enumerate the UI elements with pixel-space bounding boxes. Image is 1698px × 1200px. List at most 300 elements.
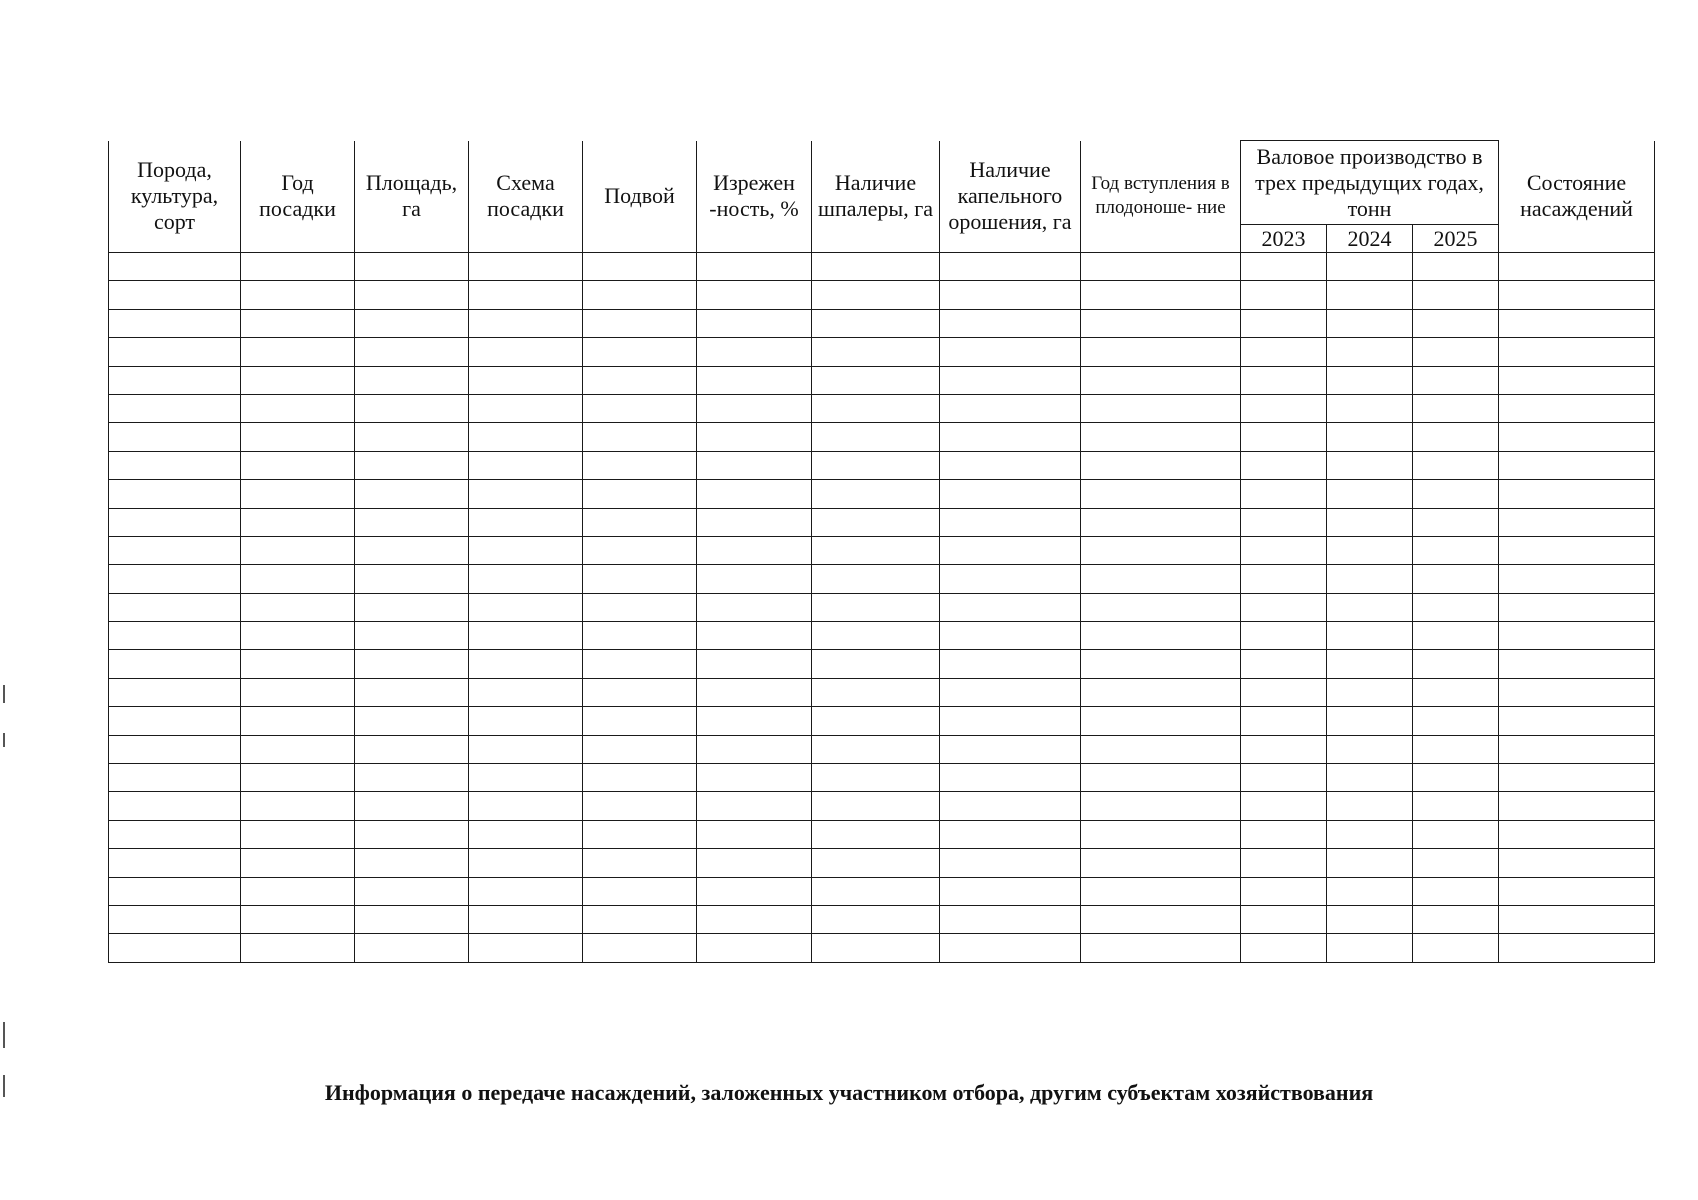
table-cell[interactable] xyxy=(940,792,1081,820)
table-cell[interactable] xyxy=(940,707,1081,735)
table-cell[interactable] xyxy=(1081,792,1241,820)
table-cell[interactable] xyxy=(1241,792,1327,820)
table-cell[interactable] xyxy=(241,338,355,366)
table-cell[interactable] xyxy=(812,253,940,281)
table-cell[interactable] xyxy=(1413,622,1499,650)
table-cell[interactable] xyxy=(583,707,697,735)
table-cell[interactable] xyxy=(1327,877,1413,905)
table-cell[interactable] xyxy=(1241,281,1327,309)
table-cell[interactable] xyxy=(1499,678,1655,706)
table-cell[interactable] xyxy=(109,565,241,593)
table-cell[interactable] xyxy=(697,423,812,451)
table-cell[interactable] xyxy=(1499,622,1655,650)
table-cell[interactable] xyxy=(697,366,812,394)
table-cell[interactable] xyxy=(1241,309,1327,337)
table-cell[interactable] xyxy=(355,253,469,281)
table-cell[interactable] xyxy=(241,451,355,479)
table-cell[interactable] xyxy=(1327,565,1413,593)
table-cell[interactable] xyxy=(1327,281,1413,309)
table-cell[interactable] xyxy=(469,678,583,706)
table-cell[interactable] xyxy=(940,565,1081,593)
table-cell[interactable] xyxy=(241,792,355,820)
table-cell[interactable] xyxy=(469,565,583,593)
table-cell[interactable] xyxy=(355,423,469,451)
table-cell[interactable] xyxy=(469,508,583,536)
table-cell[interactable] xyxy=(109,849,241,877)
table-cell[interactable] xyxy=(1241,622,1327,650)
table-cell[interactable] xyxy=(1413,593,1499,621)
table-cell[interactable] xyxy=(355,451,469,479)
table-cell[interactable] xyxy=(1241,820,1327,848)
table-cell[interactable] xyxy=(241,707,355,735)
table-cell[interactable] xyxy=(1413,678,1499,706)
table-cell[interactable] xyxy=(940,394,1081,422)
table-cell[interactable] xyxy=(1081,508,1241,536)
table-cell[interactable] xyxy=(109,536,241,564)
table-cell[interactable] xyxy=(1241,394,1327,422)
table-cell[interactable] xyxy=(583,394,697,422)
table-cell[interactable] xyxy=(109,934,241,962)
table-cell[interactable] xyxy=(1499,394,1655,422)
table-cell[interactable] xyxy=(1081,536,1241,564)
table-cell[interactable] xyxy=(241,253,355,281)
table-cell[interactable] xyxy=(1413,480,1499,508)
table-cell[interactable] xyxy=(697,309,812,337)
table-cell[interactable] xyxy=(1081,338,1241,366)
table-cell[interactable] xyxy=(109,735,241,763)
table-cell[interactable] xyxy=(1413,423,1499,451)
table-cell[interactable] xyxy=(1241,764,1327,792)
table-cell[interactable] xyxy=(469,764,583,792)
table-cell[interactable] xyxy=(697,849,812,877)
table-cell[interactable] xyxy=(1413,820,1499,848)
table-cell[interactable] xyxy=(940,309,1081,337)
table-cell[interactable] xyxy=(697,622,812,650)
table-cell[interactable] xyxy=(109,309,241,337)
table-cell[interactable] xyxy=(109,394,241,422)
table-cell[interactable] xyxy=(241,678,355,706)
table-cell[interactable] xyxy=(109,622,241,650)
table-cell[interactable] xyxy=(812,707,940,735)
table-cell[interactable] xyxy=(1241,366,1327,394)
table-cell[interactable] xyxy=(1081,735,1241,763)
table-cell[interactable] xyxy=(109,281,241,309)
table-cell[interactable] xyxy=(1327,735,1413,763)
table-cell[interactable] xyxy=(355,394,469,422)
table-cell[interactable] xyxy=(1499,508,1655,536)
table-cell[interactable] xyxy=(241,877,355,905)
table-cell[interactable] xyxy=(1241,877,1327,905)
table-cell[interactable] xyxy=(109,593,241,621)
table-cell[interactable] xyxy=(812,338,940,366)
table-cell[interactable] xyxy=(355,820,469,848)
table-cell[interactable] xyxy=(697,707,812,735)
table-cell[interactable] xyxy=(940,905,1081,933)
table-cell[interactable] xyxy=(355,338,469,366)
table-cell[interactable] xyxy=(1081,366,1241,394)
table-cell[interactable] xyxy=(583,366,697,394)
table-cell[interactable] xyxy=(1081,451,1241,479)
table-cell[interactable] xyxy=(355,508,469,536)
table-cell[interactable] xyxy=(697,565,812,593)
table-cell[interactable] xyxy=(241,622,355,650)
table-cell[interactable] xyxy=(697,678,812,706)
table-cell[interactable] xyxy=(241,820,355,848)
table-cell[interactable] xyxy=(697,394,812,422)
table-cell[interactable] xyxy=(469,934,583,962)
table-cell[interactable] xyxy=(1413,394,1499,422)
table-cell[interactable] xyxy=(355,480,469,508)
table-cell[interactable] xyxy=(583,565,697,593)
table-cell[interactable] xyxy=(109,650,241,678)
table-cell[interactable] xyxy=(940,480,1081,508)
table-cell[interactable] xyxy=(1499,253,1655,281)
table-cell[interactable] xyxy=(1081,707,1241,735)
table-cell[interactable] xyxy=(1241,678,1327,706)
table-cell[interactable] xyxy=(583,678,697,706)
table-cell[interactable] xyxy=(241,309,355,337)
table-cell[interactable] xyxy=(109,253,241,281)
table-cell[interactable] xyxy=(241,764,355,792)
table-cell[interactable] xyxy=(940,764,1081,792)
table-cell[interactable] xyxy=(355,309,469,337)
table-cell[interactable] xyxy=(355,281,469,309)
table-cell[interactable] xyxy=(355,536,469,564)
table-cell[interactable] xyxy=(1241,451,1327,479)
table-cell[interactable] xyxy=(583,309,697,337)
table-cell[interactable] xyxy=(812,764,940,792)
table-cell[interactable] xyxy=(1413,366,1499,394)
table-cell[interactable] xyxy=(355,877,469,905)
table-cell[interactable] xyxy=(1327,338,1413,366)
table-cell[interactable] xyxy=(1327,792,1413,820)
table-cell[interactable] xyxy=(812,394,940,422)
table-cell[interactable] xyxy=(583,536,697,564)
table-cell[interactable] xyxy=(1241,480,1327,508)
table-cell[interactable] xyxy=(583,622,697,650)
table-cell[interactable] xyxy=(355,707,469,735)
table-cell[interactable] xyxy=(109,707,241,735)
table-cell[interactable] xyxy=(1327,423,1413,451)
table-cell[interactable] xyxy=(1413,707,1499,735)
table-cell[interactable] xyxy=(583,480,697,508)
table-cell[interactable] xyxy=(940,877,1081,905)
table-cell[interactable] xyxy=(1081,622,1241,650)
table-cell[interactable] xyxy=(697,451,812,479)
table-cell[interactable] xyxy=(812,877,940,905)
table-cell[interactable] xyxy=(940,820,1081,848)
table-cell[interactable] xyxy=(1081,877,1241,905)
table-cell[interactable] xyxy=(697,593,812,621)
table-cell[interactable] xyxy=(1499,366,1655,394)
table-cell[interactable] xyxy=(697,650,812,678)
table-cell[interactable] xyxy=(1327,451,1413,479)
table-cell[interactable] xyxy=(1327,905,1413,933)
table-cell[interactable] xyxy=(109,905,241,933)
table-cell[interactable] xyxy=(1081,849,1241,877)
table-cell[interactable] xyxy=(241,366,355,394)
table-cell[interactable] xyxy=(697,338,812,366)
table-cell[interactable] xyxy=(1327,622,1413,650)
table-cell[interactable] xyxy=(697,820,812,848)
table-cell[interactable] xyxy=(697,792,812,820)
table-cell[interactable] xyxy=(1327,593,1413,621)
table-cell[interactable] xyxy=(1413,792,1499,820)
table-cell[interactable] xyxy=(1413,877,1499,905)
table-cell[interactable] xyxy=(355,735,469,763)
table-cell[interactable] xyxy=(241,508,355,536)
table-cell[interactable] xyxy=(1241,905,1327,933)
table-cell[interactable] xyxy=(355,650,469,678)
table-cell[interactable] xyxy=(355,565,469,593)
table-cell[interactable] xyxy=(1327,650,1413,678)
table-cell[interactable] xyxy=(812,735,940,763)
table-cell[interactable] xyxy=(1327,934,1413,962)
table-cell[interactable] xyxy=(1241,650,1327,678)
table-cell[interactable] xyxy=(1327,480,1413,508)
table-cell[interactable] xyxy=(812,366,940,394)
table-cell[interactable] xyxy=(697,877,812,905)
table-cell[interactable] xyxy=(1081,764,1241,792)
table-cell[interactable] xyxy=(109,366,241,394)
table-cell[interactable] xyxy=(241,423,355,451)
table-cell[interactable] xyxy=(1499,849,1655,877)
table-cell[interactable] xyxy=(940,508,1081,536)
table-cell[interactable] xyxy=(1081,905,1241,933)
table-cell[interactable] xyxy=(1413,281,1499,309)
table-cell[interactable] xyxy=(1241,849,1327,877)
table-cell[interactable] xyxy=(697,735,812,763)
table-cell[interactable] xyxy=(469,281,583,309)
table-cell[interactable] xyxy=(1081,565,1241,593)
table-cell[interactable] xyxy=(1081,309,1241,337)
table-cell[interactable] xyxy=(1413,764,1499,792)
table-cell[interactable] xyxy=(812,565,940,593)
table-cell[interactable] xyxy=(469,451,583,479)
table-cell[interactable] xyxy=(583,508,697,536)
table-cell[interactable] xyxy=(109,423,241,451)
table-cell[interactable] xyxy=(1499,820,1655,848)
table-cell[interactable] xyxy=(1081,394,1241,422)
table-cell[interactable] xyxy=(241,281,355,309)
table-cell[interactable] xyxy=(1081,593,1241,621)
table-cell[interactable] xyxy=(355,593,469,621)
table-cell[interactable] xyxy=(109,338,241,366)
table-cell[interactable] xyxy=(1413,309,1499,337)
table-cell[interactable] xyxy=(1327,849,1413,877)
table-cell[interactable] xyxy=(812,622,940,650)
table-cell[interactable] xyxy=(1327,678,1413,706)
table-cell[interactable] xyxy=(812,849,940,877)
table-cell[interactable] xyxy=(355,934,469,962)
table-cell[interactable] xyxy=(469,480,583,508)
table-cell[interactable] xyxy=(109,764,241,792)
table-cell[interactable] xyxy=(1499,764,1655,792)
table-cell[interactable] xyxy=(1413,934,1499,962)
table-cell[interactable] xyxy=(241,536,355,564)
table-cell[interactable] xyxy=(1327,366,1413,394)
table-cell[interactable] xyxy=(583,451,697,479)
table-cell[interactable] xyxy=(469,394,583,422)
table-cell[interactable] xyxy=(1499,423,1655,451)
table-cell[interactable] xyxy=(241,934,355,962)
table-cell[interactable] xyxy=(1413,338,1499,366)
table-cell[interactable] xyxy=(1413,849,1499,877)
table-cell[interactable] xyxy=(469,536,583,564)
table-cell[interactable] xyxy=(583,849,697,877)
table-cell[interactable] xyxy=(1327,508,1413,536)
table-cell[interactable] xyxy=(1499,735,1655,763)
table-cell[interactable] xyxy=(697,905,812,933)
table-cell[interactable] xyxy=(1241,707,1327,735)
table-cell[interactable] xyxy=(812,650,940,678)
table-cell[interactable] xyxy=(1241,253,1327,281)
table-cell[interactable] xyxy=(583,934,697,962)
table-cell[interactable] xyxy=(940,849,1081,877)
table-cell[interactable] xyxy=(1499,593,1655,621)
table-cell[interactable] xyxy=(812,281,940,309)
table-cell[interactable] xyxy=(469,820,583,848)
table-cell[interactable] xyxy=(697,934,812,962)
table-cell[interactable] xyxy=(1413,253,1499,281)
table-cell[interactable] xyxy=(1081,934,1241,962)
table-cell[interactable] xyxy=(1241,735,1327,763)
table-cell[interactable] xyxy=(583,253,697,281)
table-cell[interactable] xyxy=(1413,565,1499,593)
table-cell[interactable] xyxy=(469,253,583,281)
table-cell[interactable] xyxy=(1327,707,1413,735)
table-cell[interactable] xyxy=(940,451,1081,479)
table-cell[interactable] xyxy=(1081,281,1241,309)
table-cell[interactable] xyxy=(1499,877,1655,905)
table-cell[interactable] xyxy=(109,678,241,706)
table-cell[interactable] xyxy=(241,480,355,508)
table-cell[interactable] xyxy=(940,338,1081,366)
table-cell[interactable] xyxy=(355,905,469,933)
table-cell[interactable] xyxy=(697,480,812,508)
table-cell[interactable] xyxy=(940,934,1081,962)
table-cell[interactable] xyxy=(1499,650,1655,678)
table-cell[interactable] xyxy=(1413,905,1499,933)
table-cell[interactable] xyxy=(241,849,355,877)
table-cell[interactable] xyxy=(1327,253,1413,281)
table-cell[interactable] xyxy=(1499,480,1655,508)
table-cell[interactable] xyxy=(812,678,940,706)
table-cell[interactable] xyxy=(1241,536,1327,564)
table-cell[interactable] xyxy=(583,650,697,678)
table-cell[interactable] xyxy=(697,281,812,309)
table-cell[interactable] xyxy=(1499,792,1655,820)
table-cell[interactable] xyxy=(940,536,1081,564)
table-cell[interactable] xyxy=(940,650,1081,678)
table-cell[interactable] xyxy=(583,338,697,366)
table-cell[interactable] xyxy=(109,820,241,848)
table-cell[interactable] xyxy=(1327,820,1413,848)
table-cell[interactable] xyxy=(1499,309,1655,337)
table-cell[interactable] xyxy=(812,309,940,337)
table-cell[interactable] xyxy=(583,877,697,905)
table-cell[interactable] xyxy=(940,423,1081,451)
table-cell[interactable] xyxy=(583,764,697,792)
table-cell[interactable] xyxy=(812,934,940,962)
table-cell[interactable] xyxy=(1241,565,1327,593)
table-cell[interactable] xyxy=(469,366,583,394)
table-cell[interactable] xyxy=(1499,565,1655,593)
table-cell[interactable] xyxy=(940,366,1081,394)
table-cell[interactable] xyxy=(1413,451,1499,479)
table-cell[interactable] xyxy=(469,735,583,763)
table-cell[interactable] xyxy=(1081,480,1241,508)
table-cell[interactable] xyxy=(469,309,583,337)
table-cell[interactable] xyxy=(469,792,583,820)
table-cell[interactable] xyxy=(812,792,940,820)
table-cell[interactable] xyxy=(469,622,583,650)
table-cell[interactable] xyxy=(1081,253,1241,281)
table-cell[interactable] xyxy=(1327,764,1413,792)
table-cell[interactable] xyxy=(1081,820,1241,848)
table-cell[interactable] xyxy=(1081,650,1241,678)
table-cell[interactable] xyxy=(469,593,583,621)
table-cell[interactable] xyxy=(109,792,241,820)
table-cell[interactable] xyxy=(1499,281,1655,309)
table-cell[interactable] xyxy=(1413,536,1499,564)
table-cell[interactable] xyxy=(1241,508,1327,536)
table-cell[interactable] xyxy=(1241,593,1327,621)
table-cell[interactable] xyxy=(1327,309,1413,337)
table-cell[interactable] xyxy=(469,338,583,366)
table-cell[interactable] xyxy=(812,536,940,564)
table-cell[interactable] xyxy=(812,480,940,508)
table-cell[interactable] xyxy=(1241,338,1327,366)
table-cell[interactable] xyxy=(241,650,355,678)
table-cell[interactable] xyxy=(697,508,812,536)
table-cell[interactable] xyxy=(355,849,469,877)
table-cell[interactable] xyxy=(355,622,469,650)
table-cell[interactable] xyxy=(1499,338,1655,366)
table-cell[interactable] xyxy=(1241,934,1327,962)
table-cell[interactable] xyxy=(109,877,241,905)
table-cell[interactable] xyxy=(1499,934,1655,962)
table-cell[interactable] xyxy=(1499,451,1655,479)
table-cell[interactable] xyxy=(940,593,1081,621)
table-cell[interactable] xyxy=(583,820,697,848)
table-cell[interactable] xyxy=(1081,423,1241,451)
table-cell[interactable] xyxy=(469,707,583,735)
table-cell[interactable] xyxy=(1413,508,1499,536)
table-cell[interactable] xyxy=(697,253,812,281)
table-cell[interactable] xyxy=(583,593,697,621)
table-cell[interactable] xyxy=(812,508,940,536)
table-cell[interactable] xyxy=(469,849,583,877)
table-cell[interactable] xyxy=(1499,536,1655,564)
table-cell[interactable] xyxy=(812,593,940,621)
table-cell[interactable] xyxy=(697,536,812,564)
table-cell[interactable] xyxy=(812,820,940,848)
table-cell[interactable] xyxy=(583,792,697,820)
table-cell[interactable] xyxy=(109,451,241,479)
table-cell[interactable] xyxy=(940,622,1081,650)
table-cell[interactable] xyxy=(241,905,355,933)
table-cell[interactable] xyxy=(1327,536,1413,564)
table-cell[interactable] xyxy=(469,905,583,933)
table-cell[interactable] xyxy=(241,593,355,621)
table-cell[interactable] xyxy=(940,735,1081,763)
table-cell[interactable] xyxy=(812,423,940,451)
table-cell[interactable] xyxy=(241,394,355,422)
table-cell[interactable] xyxy=(1413,735,1499,763)
table-cell[interactable] xyxy=(469,877,583,905)
table-cell[interactable] xyxy=(940,281,1081,309)
